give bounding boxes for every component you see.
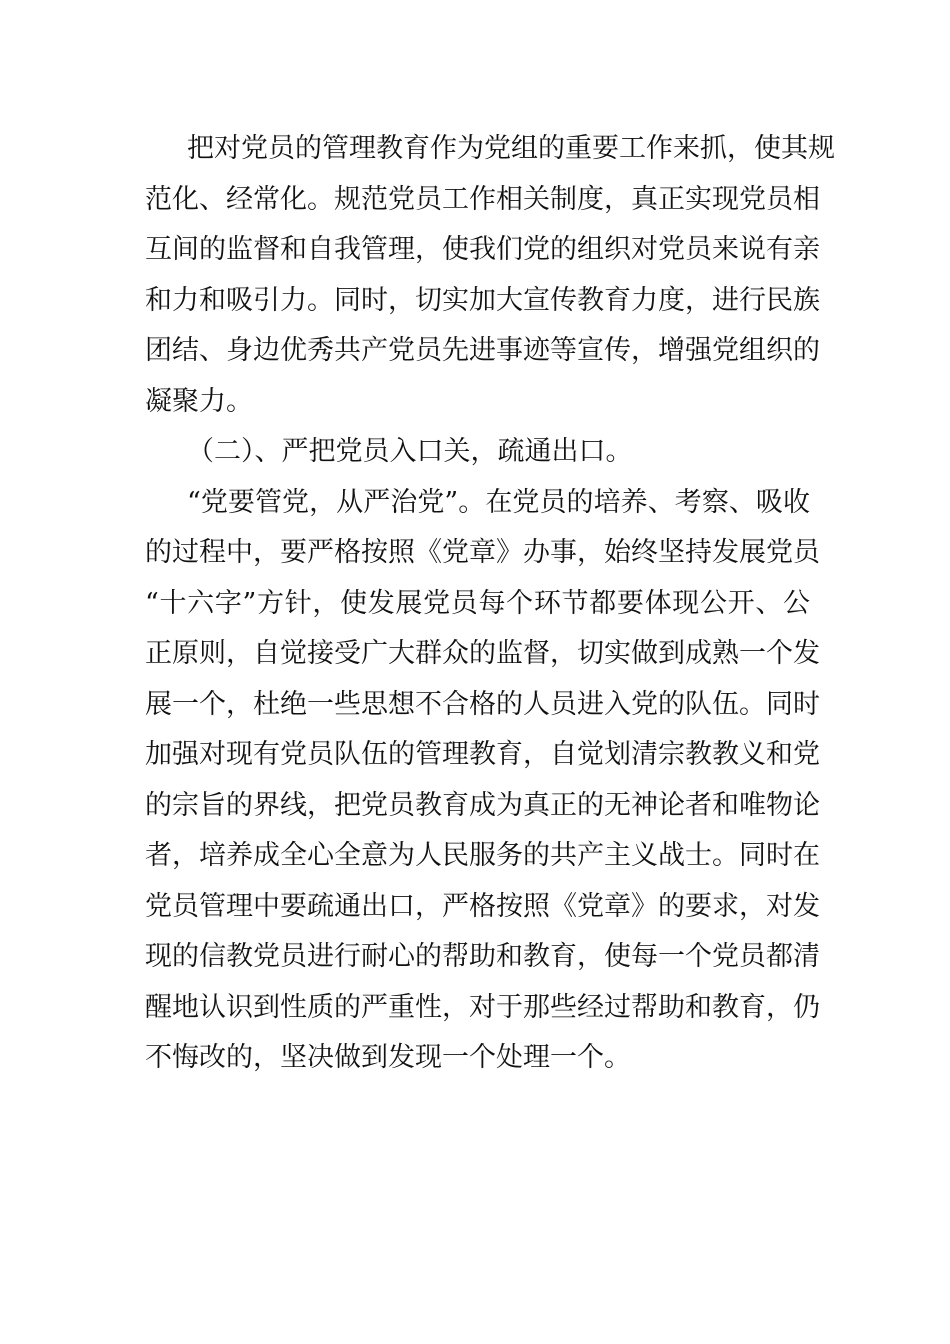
paragraph-line: 互间的监督和自我管理，使我们党的组织对党员来说有亲	[145, 234, 820, 265]
paragraph-line: 把对党员的管理教育作为党组的重要工作来抓，使其规	[187, 133, 835, 164]
paragraph-line: 党员管理中要疏通出口，严格按照《党章》的要求，对发	[145, 890, 820, 922]
paragraph-line: “十六字”方针，使发展党员每个环节都要体现公开、公	[145, 587, 810, 619]
paragraph-strict-admission	[145, 478, 820, 1084]
paragraph-line: 醒地认识到性质的严重性，对于那些经过帮助和教育，仍	[145, 991, 820, 1023]
paragraph-line: 不悔改的，坚决做到发现一个处理一个。	[145, 1042, 631, 1073]
paragraph-line: 范化、经常化。规范党员工作相关制度，真正实现党员相	[145, 183, 820, 215]
paragraph-line: 的过程中，要严格按照《党章》办事，始终坚持发展党员	[145, 537, 820, 568]
paragraph-party-member-management	[145, 124, 835, 427]
section-heading-text: （二）、严把党员入口关，疏通出口。	[187, 436, 633, 467]
paragraph-line: 展一个，杜绝一些思想不合格的人员进入党的队伍。同时	[145, 688, 820, 720]
paragraph-line: 者，培养成全心全意为人民服务的共产主义战士。同时在	[145, 840, 820, 871]
paragraph-line: 的宗旨的界线，把党员教育成为真正的无神论者和唯物论	[145, 789, 820, 821]
document-body	[145, 124, 835, 1084]
section-heading	[145, 427, 810, 478]
paragraph-line: “党要管党，从严治党”。在党员的培养、考察、吸收	[187, 486, 810, 518]
paragraph-line: 凝聚力。	[145, 385, 253, 417]
paragraph-line: 团结、身边优秀共产党员先进事迹等宣传，增强党组织的	[145, 335, 820, 366]
paragraph-line: 和力和吸引力。同时，切实加大宣传教育力度，进行民族	[145, 284, 820, 316]
paragraph-line: 正原则，自觉接受广大群众的监督，切实做到成熟一个发	[145, 638, 820, 669]
paragraph-line: 现的信教党员进行耐心的帮助和教育，使每一个党员都清	[145, 941, 820, 972]
paragraph-line: 加强对现有党员队伍的管理教育，自觉划清宗教教义和党	[145, 739, 820, 770]
